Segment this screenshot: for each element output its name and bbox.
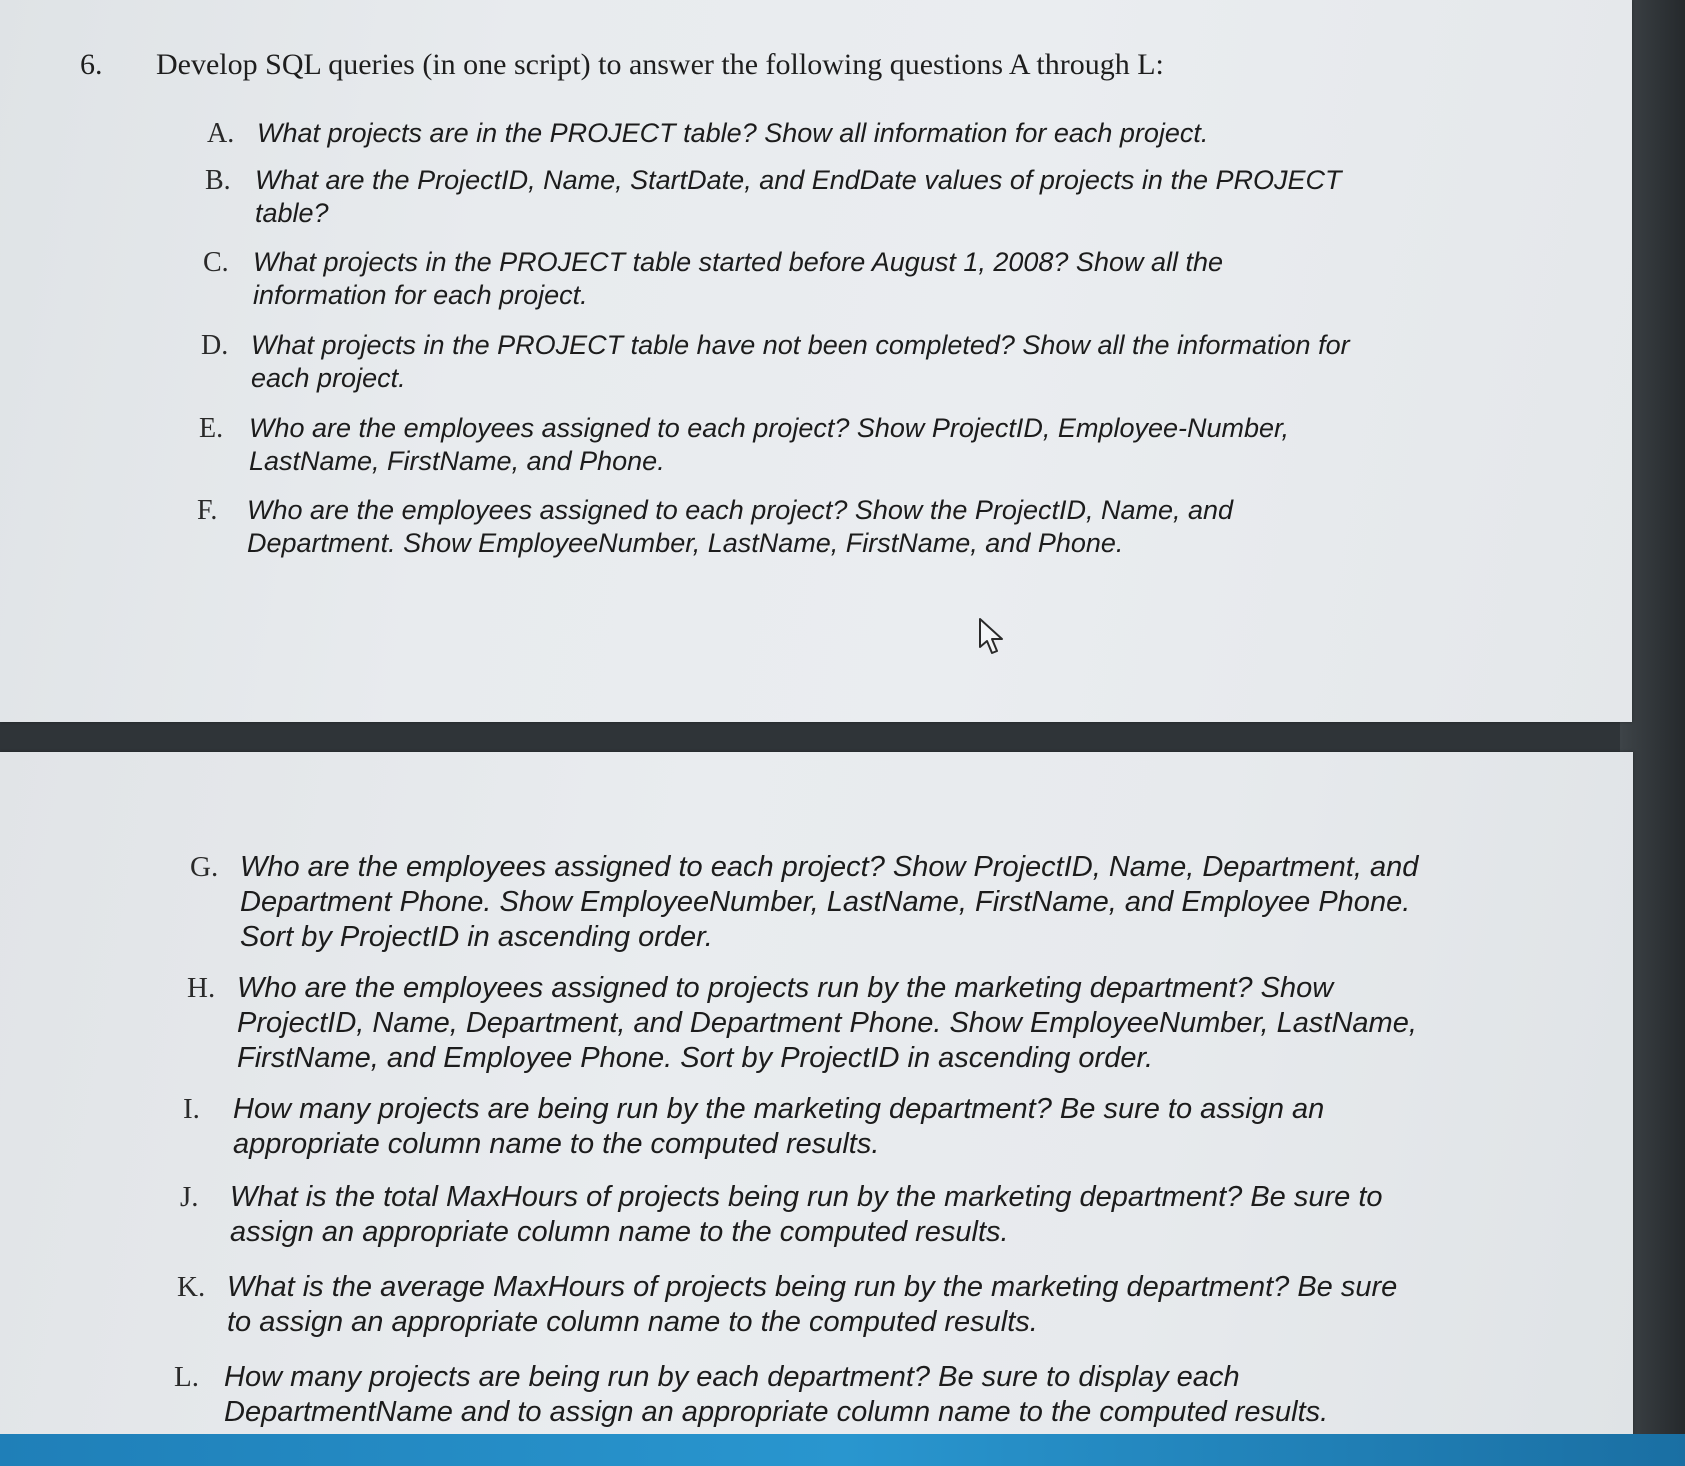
document-page-bottom (0, 752, 1633, 1436)
question-letter: K. (177, 1271, 206, 1303)
question-number: 6. (80, 48, 103, 81)
question-line: Who are the employees assigned to each project? Show ProjectID, Employee-Number, (249, 413, 1290, 443)
question-line: information for each project. (253, 280, 588, 310)
question-f (197, 494, 1234, 560)
question-line: What is the total MaxHours of projects being run by the marketing department? Be sure to (230, 1181, 1383, 1213)
question-line: Department Phone. Show EmployeeNumber, LastName, FirstName, and Employee Phone. (240, 886, 1411, 918)
question-line: How many projects are being run by each department? Be sure to display each (224, 1361, 1240, 1393)
question-b (205, 164, 1342, 230)
question-line: DepartmentName and to assign an appropriate column name to the computed results. (224, 1396, 1329, 1428)
question-h (187, 971, 1417, 1076)
question-line: What are the ProjectID, Name, StartDate, and EndDate values of projects in the PROJECT (255, 165, 1342, 195)
question-k (177, 1270, 1398, 1340)
question-a (207, 117, 1209, 150)
question-line: Who are the employees assigned to each project? Show ProjectID, Name, Department, and (240, 851, 1419, 883)
question-e (199, 412, 1290, 478)
taskbar-strip (0, 1434, 1685, 1466)
mouse-pointer-icon (978, 617, 1008, 655)
question-heading-text: Develop SQL queries (in one script) to answer the following questions A through L: (156, 48, 1164, 81)
question-line: to assign an appropriate column name to the computed results. (227, 1306, 1038, 1338)
question-g (190, 850, 1419, 955)
question-line: What projects in the PROJECT table have not been completed? Show all the information for (251, 330, 1350, 360)
question-line: How many projects are being run by the marketing department? Be sure to assign an (233, 1093, 1325, 1125)
question-line: ProjectID, Name, Department, and Department Phone. Show EmployeeNumber, LastName, (237, 1007, 1417, 1039)
question-line: What projects are in the PROJECT table? Show all information for each project. (257, 118, 1209, 148)
question-d (201, 329, 1350, 395)
question-line: Who are the employees assigned to each project? Show the ProjectID, Name, and (247, 495, 1234, 525)
question-line: table? (255, 198, 329, 228)
question-line: What projects in the PROJECT table started before August 1, 2008? Show all the (253, 247, 1224, 277)
question-letter: B. (205, 165, 231, 196)
question-letter: G. (190, 851, 219, 883)
question-letter: E. (199, 413, 224, 444)
question-letter: D. (201, 330, 229, 361)
question-letter: C. (203, 247, 229, 278)
question-line: assign an appropriate column name to the computed results. (230, 1216, 1009, 1248)
question-l (174, 1360, 1329, 1430)
question-letter: F. (197, 495, 218, 526)
question-letter: H. (187, 972, 216, 1004)
question-letter: A. (207, 118, 235, 149)
question-line: Sort by ProjectID in ascending order. (240, 921, 713, 953)
question-heading (80, 48, 1164, 82)
question-line: Who are the employees assigned to projects run by the marketing department? Show (237, 972, 1334, 1004)
question-c (203, 246, 1224, 312)
question-j (180, 1180, 1383, 1250)
question-line: appropriate column name to the computed results. (233, 1128, 880, 1160)
question-i (183, 1092, 1325, 1162)
question-line: Department. Show EmployeeNumber, LastName, FirstName, and Phone. (247, 528, 1124, 558)
question-line: LastName, FirstName, and Phone. (249, 446, 665, 476)
question-line: What is the average MaxHours of projects being run by the marketing department? Be sure (227, 1271, 1398, 1303)
question-line: each project. (251, 363, 406, 393)
question-letter: I. (183, 1093, 200, 1125)
question-letter: L. (174, 1361, 199, 1393)
document-page-top (0, 0, 1632, 722)
question-line: FirstName, and Employee Phone. Sort by ProjectID in ascending order. (237, 1042, 1154, 1074)
question-letter: J. (180, 1181, 199, 1213)
